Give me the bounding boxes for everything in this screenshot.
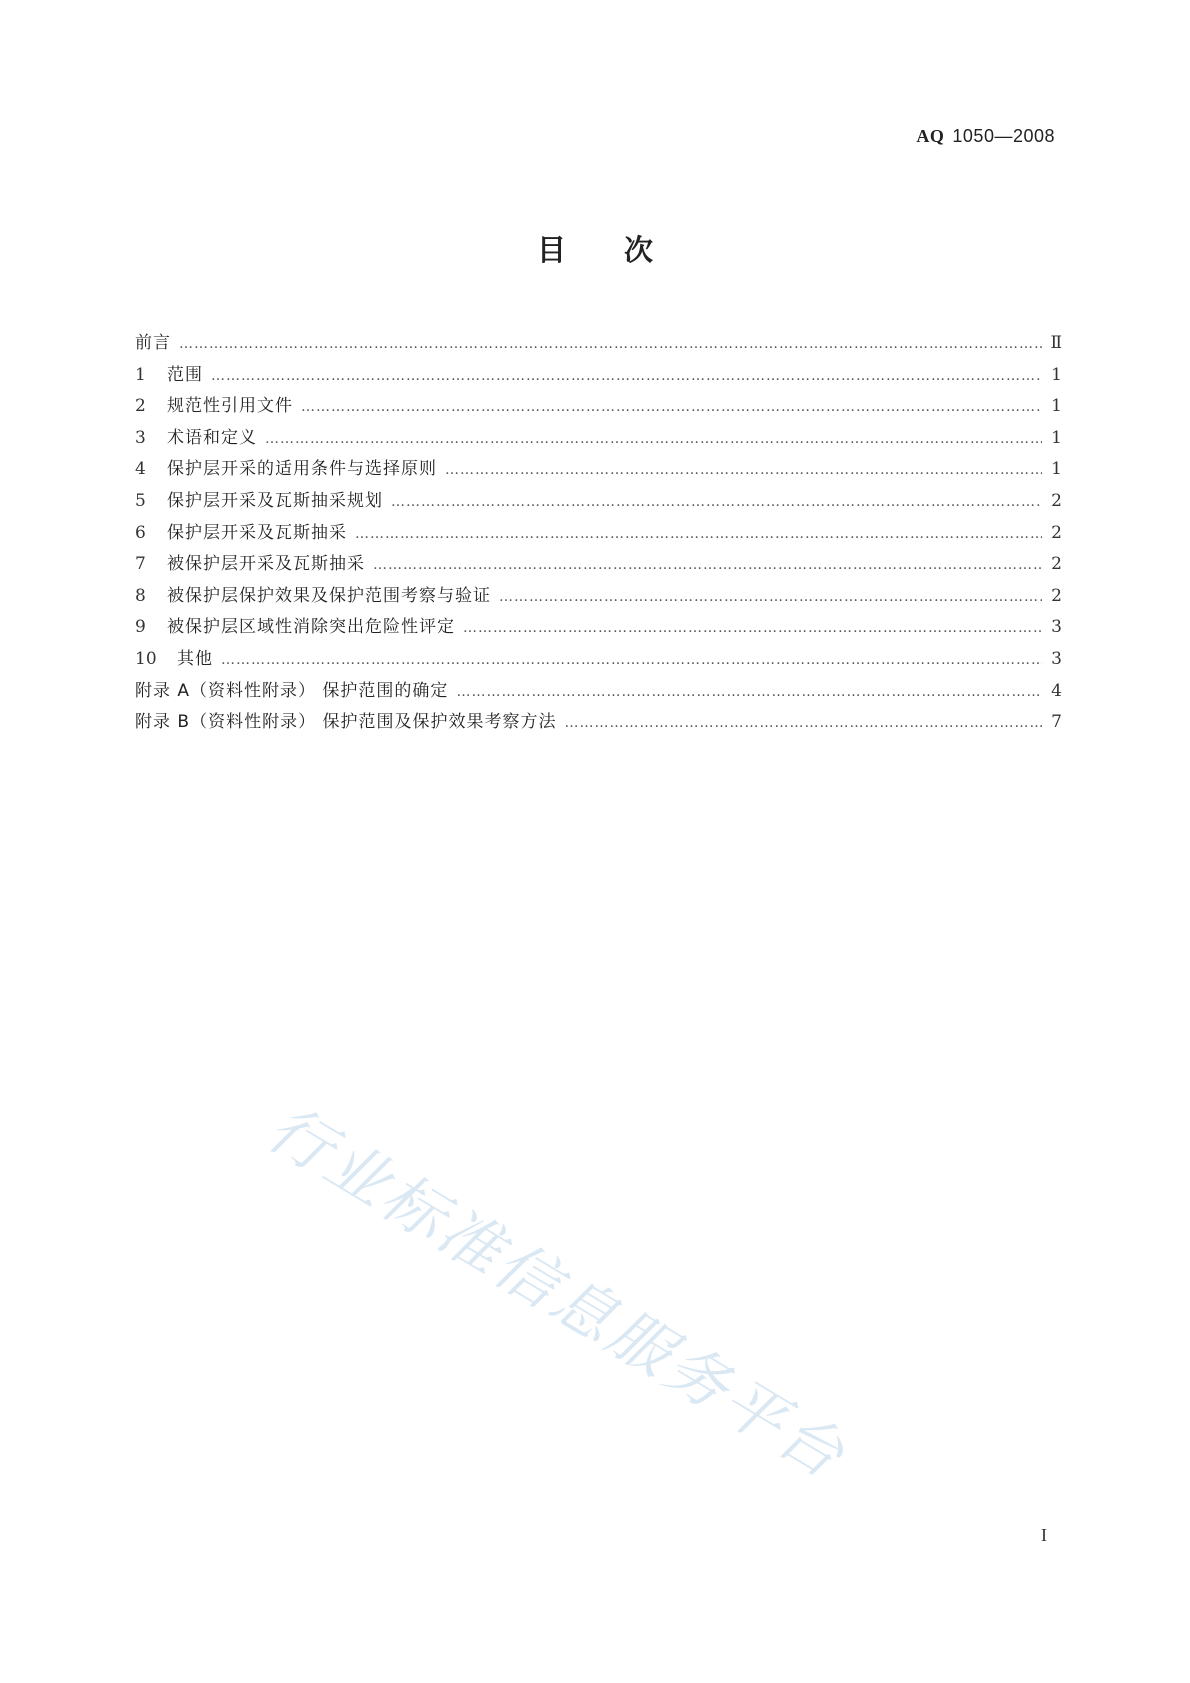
toc-item-foreword[interactable] [135, 328, 1062, 360]
table-of-contents [135, 328, 1062, 739]
toc-leader-dots [211, 361, 1042, 393]
toc-item-7[interactable] [135, 549, 1062, 581]
toc-item-number: 7 [135, 554, 146, 575]
toc-item-number: 6 [135, 522, 146, 543]
toc-item-page: 3 [1051, 617, 1062, 638]
toc-item-appendix-b[interactable] [135, 707, 1062, 739]
toc-leader-dots [463, 613, 1042, 645]
toc-item-page: 2 [1051, 554, 1062, 575]
toc-leader-dots [564, 708, 1042, 740]
toc-item-1[interactable] [135, 360, 1062, 392]
toc-item-6[interactable] [135, 518, 1062, 550]
toc-item-number: 1 [135, 364, 146, 385]
toc-item-number: 5 [135, 490, 146, 511]
toc-leader-dots [221, 645, 1042, 677]
toc-item-label: 规范性引用文件 [167, 396, 293, 417]
toc-item-label: 前言 [135, 333, 171, 353]
toc-item-label: 附录 A（资料性附录） 保护范围的确定 [135, 680, 449, 701]
toc-item-9[interactable] [135, 612, 1062, 644]
page-title: 目次 [536, 233, 711, 267]
toc-item-label: 附录 B（资料性附录） 保护范围及保护效果考察方法 [135, 712, 557, 733]
toc-item-10[interactable] [135, 644, 1062, 676]
toc-item-page: 1 [1051, 364, 1062, 385]
toc-item-number: 10 [135, 648, 157, 669]
toc-item-page: 1 [1051, 459, 1062, 480]
standard-code [916, 126, 1055, 147]
toc-item-3[interactable] [135, 423, 1062, 455]
toc-leader-dots [499, 582, 1042, 614]
toc-item-page: 4 [1051, 680, 1062, 701]
toc-leader-dots [456, 677, 1042, 709]
toc-item-label: 保护层开采及瓦斯抽采 [167, 522, 347, 543]
toc-leader-dots [179, 329, 1042, 361]
toc-leader-dots [391, 487, 1042, 519]
toc-item-page: 2 [1051, 585, 1062, 606]
toc-leader-dots [355, 519, 1042, 551]
toc-item-page: Ⅱ [1050, 333, 1062, 353]
toc-item-label: 被保护层开采及瓦斯抽采 [167, 554, 365, 575]
standard-prefix: AQ [916, 126, 945, 146]
watermark: 行业标准信息服务平台 [255, 1091, 860, 1494]
toc-item-2[interactable] [135, 391, 1062, 423]
toc-item-appendix-a[interactable] [135, 676, 1062, 708]
toc-item-page: 1 [1051, 427, 1062, 448]
standard-number: 1050—2008 [952, 126, 1055, 146]
toc-item-number: 9 [135, 617, 146, 638]
toc-item-label: 范围 [167, 364, 203, 385]
toc-item-label: 保护层开采的适用条件与选择原则 [167, 459, 437, 480]
toc-leader-dots [445, 455, 1042, 487]
toc-item-page: 3 [1051, 648, 1062, 669]
toc-item-4[interactable] [135, 454, 1062, 486]
toc-item-label: 保护层开采及瓦斯抽采规划 [167, 490, 383, 511]
toc-item-page: 2 [1051, 522, 1062, 543]
toc-item-page: 2 [1051, 490, 1062, 511]
toc-leader-dots [265, 424, 1042, 456]
toc-leader-dots [373, 550, 1042, 582]
toc-item-8[interactable] [135, 581, 1062, 613]
toc-item-number: 2 [135, 396, 146, 417]
toc-item-page: 1 [1051, 396, 1062, 417]
toc-leader-dots [301, 392, 1042, 424]
toc-item-label: 被保护层保护效果及保护范围考察与验证 [167, 585, 491, 606]
toc-item-number: 8 [135, 585, 146, 606]
toc-item-label: 术语和定义 [167, 427, 257, 448]
toc-item-label: 其他 [177, 648, 213, 669]
toc-item-page: 7 [1051, 712, 1062, 733]
toc-item-number: 3 [135, 427, 146, 448]
page-number: I [1041, 1525, 1047, 1545]
toc-item-number: 4 [135, 459, 146, 480]
toc-item-label: 被保护层区域性消除突出危险性评定 [167, 617, 455, 638]
toc-item-5[interactable] [135, 486, 1062, 518]
